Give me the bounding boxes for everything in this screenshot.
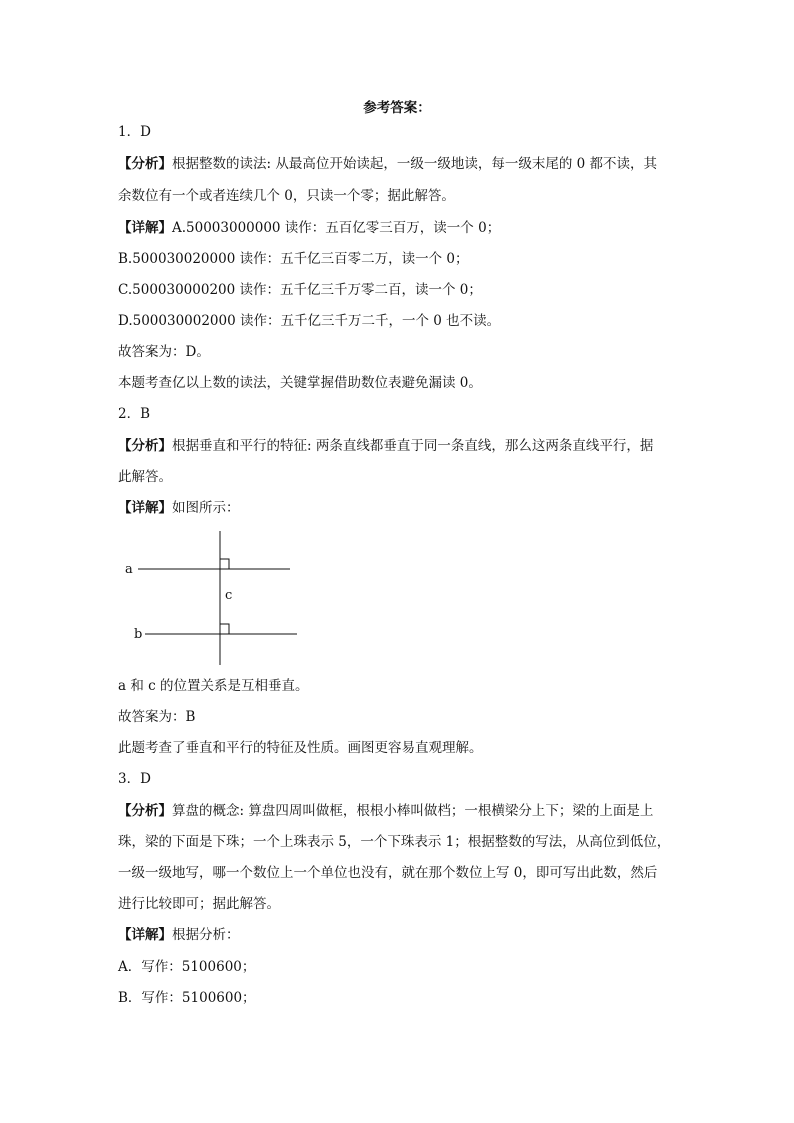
q2-relation: a 和 c 的位置关系是互相垂直。 [118,678,309,694]
page-title: 参考答案： [363,100,431,116]
right-angle-mark-top [220,559,229,569]
q3-detail-text: 根据分析： [172,927,240,943]
q2-answer: 故答案为：B [118,709,196,725]
q3-option-a: A．写作：5100600； [118,959,256,975]
q2-analysis-line2: 此解答。 [118,469,172,485]
perpendicular-lines-svg [118,528,308,668]
q1-analysis-line1 [118,154,688,174]
q3-analysis-text1: 算盘的概念: 算盘四周叫做框，根根小棒叫做档；一根横梁分上下；梁的上面是上 [172,803,654,819]
label-b: b [134,627,143,642]
q1-option-a: A.50003000000 读作：五百亿零三百万，读一个 0； [172,220,501,236]
label-c: c [225,588,233,603]
q1-summary: 本题考查亿以上数的读法，关键掌握借助数位表避免漏读 0。 [118,375,482,391]
q1-option-b: B.500030020000 读作：五千亿三百零二万，读一个 0； [118,251,469,267]
q3-option-b: B．写作：5100600； [118,990,256,1006]
q1-answer: 故答案为：D。 [118,344,210,360]
q1-option-c: C.500030000200 读作：五千亿三千万零二百，读一个 0； [118,282,482,298]
q2-analysis-text1: 根据垂直和平行的特征: 两条直线都垂直于同一条直线，那么这两条直线平行，据 [172,438,654,454]
q2-number: 2．B [118,406,151,422]
q1-option-d: D.500030002000 读作：五千亿三千万二千，一个 0 也不读。 [118,313,501,329]
q2-analysis-line1 [118,436,688,456]
q3-detail-line [118,925,688,945]
q2-detail-tag: 【详解】 [118,500,172,516]
q1-analysis-text1: 根据整数的读法: 从最高位开始读起，一级一级地读，每一级末尾的 0 都不读，其 [172,156,658,172]
q2-detail-text: 如图所示： [172,500,240,516]
q1-detail-line [118,218,688,238]
q1-detail-tag: 【详解】 [118,220,172,236]
q2-detail-line [118,498,688,518]
q3-analysis-line3: 一级一级地写，哪一个数位上一个单位也没有，就在那个数位上写 0，即可写出此数，然后 [118,865,658,881]
perpendicular-lines-figure [118,528,308,668]
q1-analysis-line2: 余数位有一个或者连续几个 0，只读一个零；据此解答。 [118,188,455,204]
q3-analysis-line1 [118,801,688,821]
q3-analysis-line4: 进行比较即可；据此解答。 [118,896,280,912]
q2-summary: 此题考查了垂直和平行的特征及性质。画图更容易直观理解。 [118,740,483,756]
q1-analysis-tag: 【分析】 [118,156,172,172]
right-angle-mark-bottom [220,624,229,634]
q3-detail-tag: 【详解】 [118,927,172,943]
q3-number: 3．D [118,771,151,787]
q3-analysis-line2: 珠，梁的下面是下珠；一个上珠表示 5，一个下珠表示 1；根据整数的写法，从高位到低位， [118,834,671,850]
label-a: a [125,562,133,577]
q3-analysis-tag: 【分析】 [118,803,172,819]
q1-number: 1．D [118,124,151,140]
q2-analysis-tag: 【分析】 [118,438,172,454]
